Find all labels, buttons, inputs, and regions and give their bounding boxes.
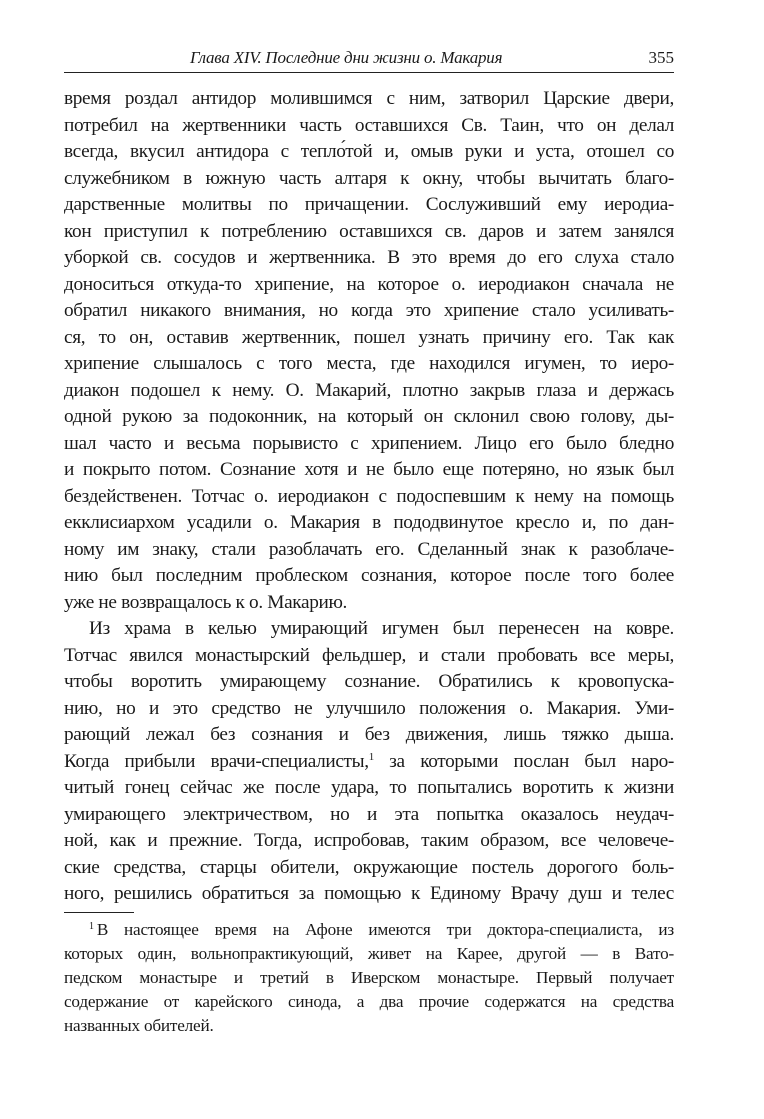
running-header — [64, 46, 674, 73]
text-line: ся, то он, оставив жертвенник, пошел узнать причину его. Так как — [64, 326, 674, 348]
text-line: хрипение слышалось с того места, где находился игумен, то иеро- — [64, 353, 674, 374]
text-line: всегда, вкусил антидора с тепло́той и, омыв руки и уста, отошел со — [64, 141, 674, 162]
footnote-text: В настоящее время на Афоне имеются три доктора-специалиста, из — [96, 920, 674, 939]
text-line: доноситься откуда-то хрипение, на которое о. иеродиакон сначала не — [64, 273, 674, 295]
text-line: умирающего электричеством, но и эта попытка оказалось неудач- — [64, 803, 674, 825]
text-line: бездейственен. Тотчас о. иеродиакон с подоспевшим к нему на помощь — [64, 485, 674, 507]
paragraph-start-line: Из храма в келью умирающий игумен был перенесен на ковре. — [89, 618, 674, 639]
text-line: Тотчас явился монастырский фельдшер, и стали пробовать все меры, — [64, 644, 674, 666]
paragraph-end-line: уже не возвращалось к о. Макарию. — [64, 591, 347, 613]
text-line: ному им знаку, стали разоблачать его. Сделанный знак к разоблаче- — [64, 538, 674, 560]
text-line: шал часто и весьма порывисто с хрипением. Лицо его было бледно — [64, 432, 674, 454]
footnote-reference[interactable]: 1 — [368, 750, 374, 763]
text-line: кон приступил к потреблению оставшихся св. даров и затем занялся — [64, 220, 674, 242]
footnote-line: которых один, вольнопрактикующий, живет на Карее, другой — в Вато- — [64, 944, 674, 963]
text-line: потребил на жертвенники часть оставшихся Св. Таин, что он делал — [64, 114, 674, 136]
footnote-line: содержание от карейского синода, а два прочие содержатся на средства — [64, 992, 674, 1011]
text-line: ного, решились обратиться за помощью к Единому Врачу душ и телес — [64, 883, 674, 904]
page-number: 355 — [648, 48, 674, 67]
text-line-with-footnote — [64, 749, 674, 776]
text-line: служебником в южную часть алтаря к окну, чтобы вычитать благо- — [64, 167, 674, 189]
text-line: екклисиархом усадили о. Макария в пододвинутое кресло и, по дан- — [64, 512, 674, 533]
text-line: рающий лежал без сознания и без движения, лишь тяжко дыша. — [64, 724, 674, 745]
text-line: обратил никакого внимания, но когда это хрипение стало усиливать- — [64, 300, 674, 321]
footnote-line: педском монастыре и третий в Иверском монастыре. Первый получает — [64, 968, 674, 987]
text-line: нию, но и это средство не улучшило положения о. Макария. Уми- — [64, 697, 674, 719]
text-line: читый гонец сейчас же после удара, то попытались воротить к жизни — [64, 777, 674, 798]
text-line: ной, как и прежние. Тогда, испробовав, таким образом, все человече- — [64, 830, 674, 851]
text-line: чтобы воротить умирающему сознание. Обратились к кровопуска- — [64, 671, 674, 692]
text-fragment: за которыми послан был наро- — [373, 750, 674, 772]
text-line: ские средства, старцы обители, окружающие постель дорогого боль- — [64, 856, 674, 878]
text-line: дарственные молитвы по причащении. Сослуживший ему иеродиа- — [64, 194, 674, 215]
text-line: и покрыто потом. Сознание хотя и не было еще потеряно, но язык был — [64, 459, 674, 480]
footnote-marker: 1 — [89, 921, 94, 932]
footnote-separator — [64, 912, 134, 913]
footnote-line: названных обителей. — [64, 1016, 214, 1035]
text-line: время роздал антидор молившимся с ним, затворил Царские двери, — [64, 88, 674, 109]
text-line: диакон подошел к нему. О. Макарий, плотно закрыв глаза и держась — [64, 379, 674, 401]
footnotes — [64, 918, 674, 1038]
footnote-line — [64, 918, 674, 942]
text-line: уборкой св. сосудов и жертвенника. В это время до его слуха стало — [64, 247, 674, 268]
text-line: нию был последним проблеском сознания, которое после того более — [64, 565, 674, 586]
body-text — [64, 86, 674, 908]
text-line: одной рукою за подоконник, на который он склонил свою голову, ды- — [64, 406, 674, 427]
text-fragment: Когда прибыли врачи-специалисты, — [64, 750, 369, 772]
chapter-title: Глава XIV. Последние дни жизни о. Макария — [190, 48, 503, 67]
